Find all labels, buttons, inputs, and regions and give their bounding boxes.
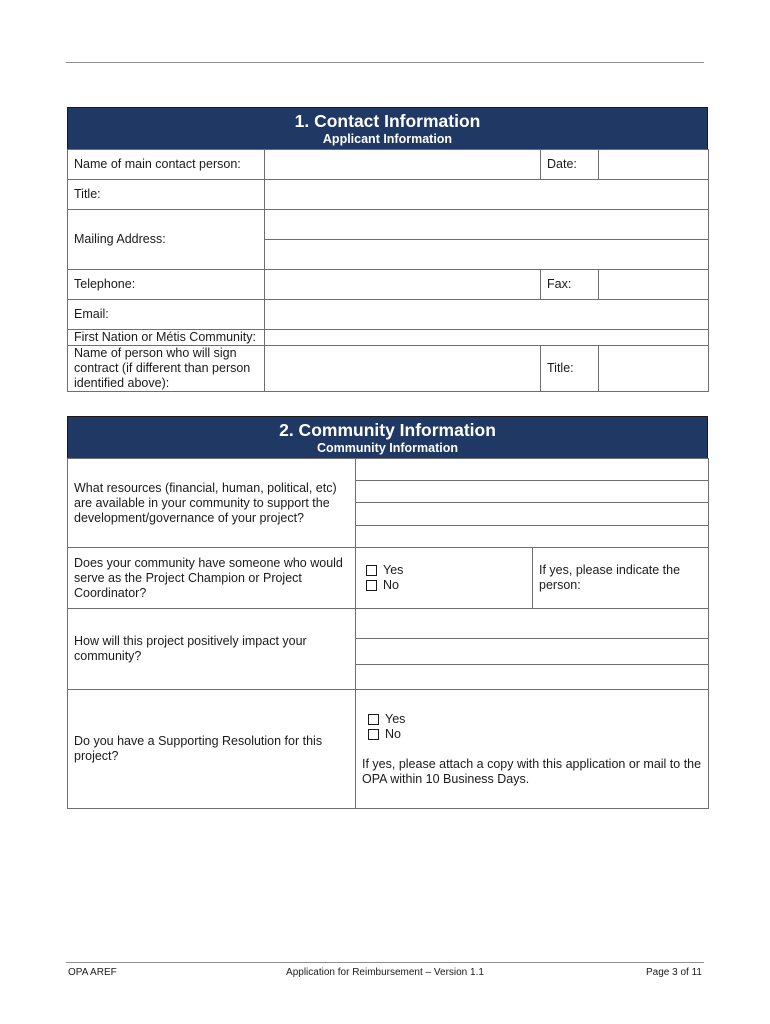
champion-followup[interactable]: If yes, please indicate the person:: [533, 548, 709, 609]
telephone-label: Telephone:: [68, 270, 265, 300]
name-label: Name of main contact person:: [68, 150, 265, 180]
impact-line-2[interactable]: [356, 639, 709, 665]
resolution-options: [356, 690, 709, 809]
contact-information-section: [67, 107, 708, 392]
community-section-header: [67, 416, 708, 458]
impact-line-3[interactable]: [356, 665, 709, 690]
resolution-yes-option[interactable]: [368, 712, 702, 727]
fax-label: Fax:: [541, 270, 599, 300]
telephone-field[interactable]: [265, 270, 541, 300]
community-form-table: [67, 458, 709, 809]
community-information-section: [67, 416, 708, 809]
champion-yes-label: Yes: [383, 563, 404, 577]
mailing-address-line-2[interactable]: [265, 240, 709, 270]
name-field[interactable]: [265, 150, 541, 180]
resources-line-1[interactable]: [356, 459, 709, 481]
signer-name-field[interactable]: [265, 346, 541, 392]
resources-line-4[interactable]: [356, 526, 709, 548]
resolution-no-label: No: [385, 726, 401, 741]
header-rule: [66, 62, 704, 63]
signer-title-label: Title:: [541, 346, 599, 392]
resolution-yes-label: Yes: [385, 711, 406, 726]
community-label: First Nation or Métis Community:: [68, 330, 265, 346]
section-title: 2. Community Information: [279, 420, 496, 440]
section-title: 1. Contact Information: [294, 111, 481, 131]
impact-line-1[interactable]: [356, 609, 709, 639]
champion-no-label: No: [383, 578, 399, 592]
resolution-question: Do you have a Supporting Resolution for this project?: [68, 690, 356, 809]
checkbox[interactable]: [366, 565, 377, 576]
contact-section-header: [67, 107, 708, 149]
footer-document-title: Application for Reimbursement – Version 1.1: [286, 967, 484, 978]
champion-options: [356, 548, 533, 609]
footer-rule: [66, 962, 704, 963]
email-label: Email:: [68, 300, 265, 330]
section-subtitle: Applicant Information: [322, 132, 453, 146]
footer-document-code: OPA AREF: [68, 967, 117, 978]
mailing-address-label: Mailing Address:: [68, 210, 265, 270]
title-label: Title:: [68, 180, 265, 210]
impact-question: How will this project positively impact your community?: [68, 609, 356, 690]
resources-line-2[interactable]: [356, 481, 709, 503]
signer-title-field[interactable]: [599, 346, 709, 392]
champion-no-option[interactable]: [366, 578, 526, 593]
footer-page-number: Page 3 of 11: [646, 967, 702, 978]
resolution-no-option[interactable]: [368, 727, 702, 742]
date-label: Date:: [541, 150, 599, 180]
resources-line-3[interactable]: [356, 503, 709, 526]
champion-yes-option[interactable]: [366, 563, 526, 578]
mailing-address-line-1[interactable]: [265, 210, 709, 240]
champion-question: Does your community have someone who would serve as the Project Champion or Project Coordinator?: [68, 548, 356, 609]
resolution-note: If yes, please attach a copy with this application or mail to the OPA within 10 Business Days.: [362, 756, 702, 786]
date-field[interactable]: [599, 150, 709, 180]
fax-field[interactable]: [599, 270, 709, 300]
resources-question: What resources (financial, human, political, etc) are available in your community to support the development/governance of your project?: [68, 459, 356, 548]
checkbox[interactable]: [366, 580, 377, 591]
email-field[interactable]: [265, 300, 709, 330]
checkbox[interactable]: [368, 729, 379, 740]
signer-label: Name of person who will sign contract (if different than person identified above):: [68, 346, 265, 392]
title-field[interactable]: [265, 180, 709, 210]
checkbox[interactable]: [368, 714, 379, 725]
contact-form-table: [67, 149, 709, 392]
community-field[interactable]: [265, 330, 709, 346]
section-subtitle: Community Information: [317, 441, 458, 455]
